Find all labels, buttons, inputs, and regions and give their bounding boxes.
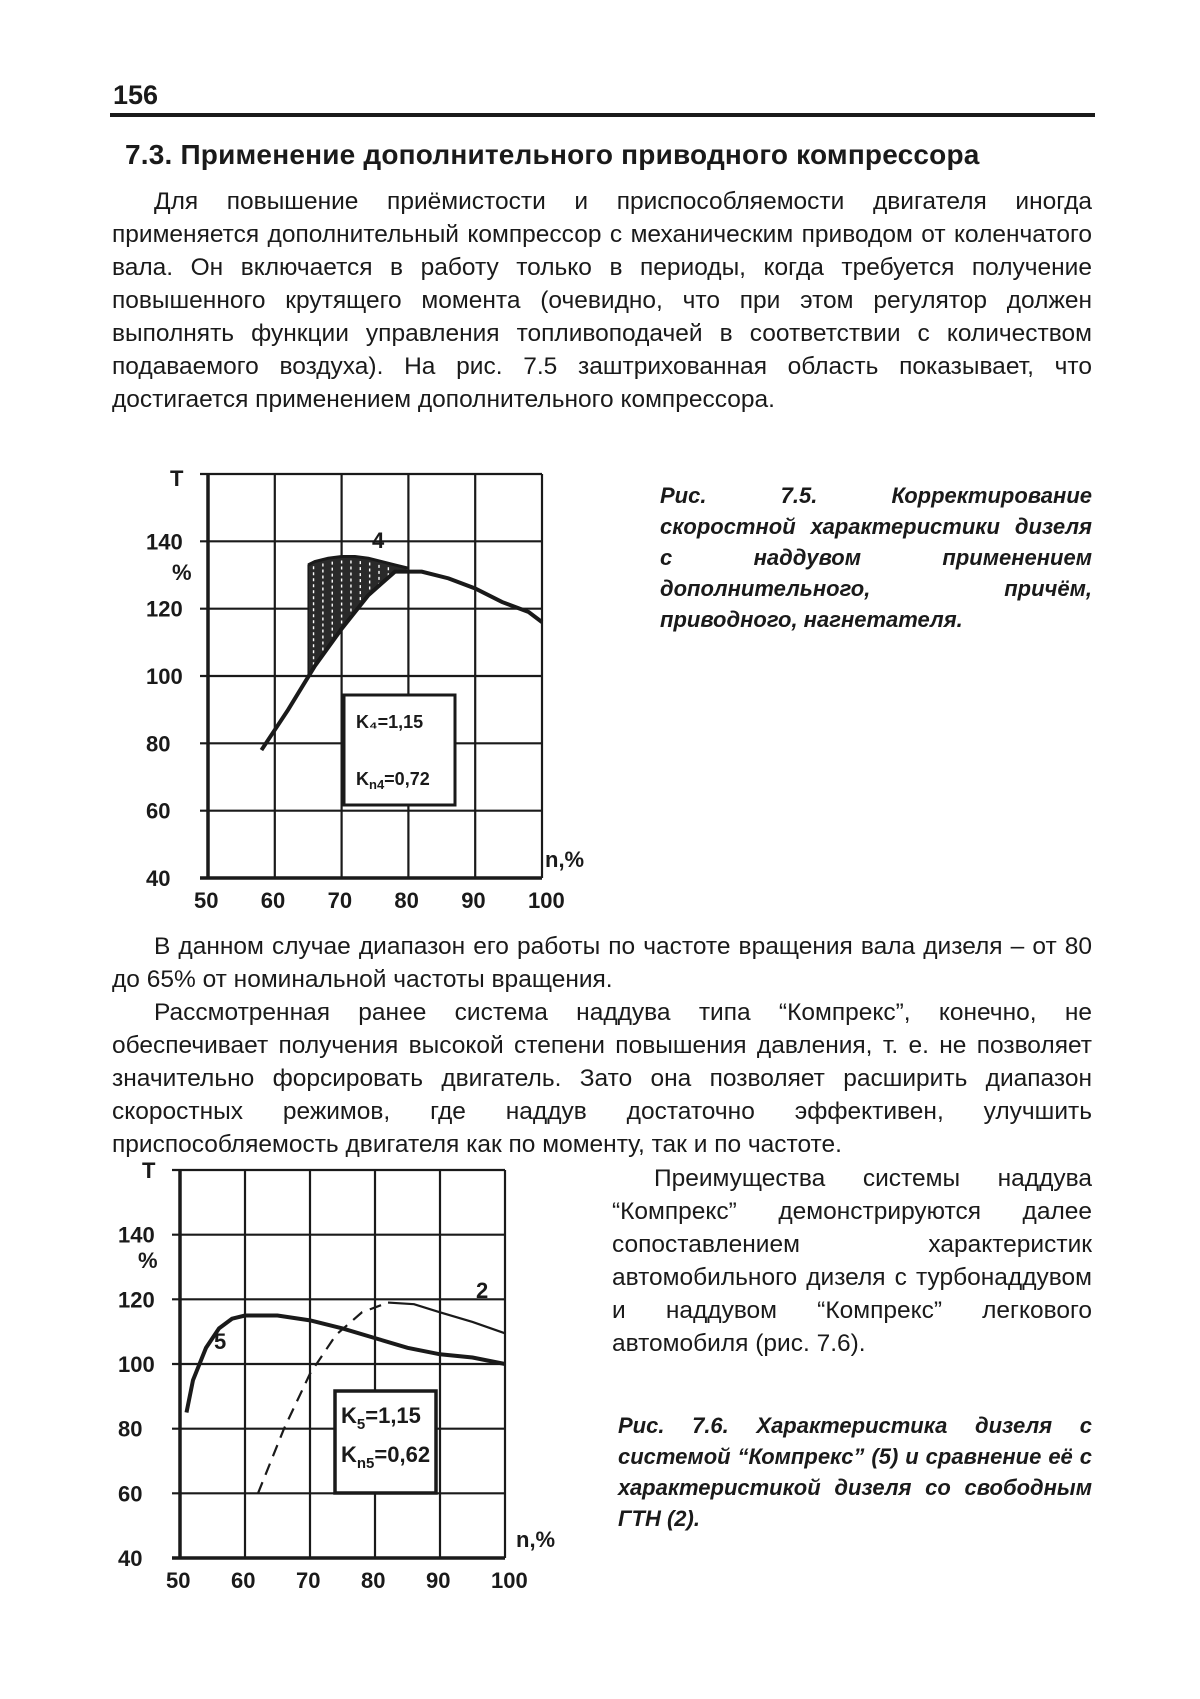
c1-xtick-100: 100 — [528, 888, 565, 913]
section-title: 7.3. Применение дополнительного приводного компрессора — [125, 139, 980, 170]
c1-xtick-90: 90 — [461, 888, 486, 913]
figure-7-5-y-label: T — [170, 466, 184, 491]
figure-7-5-curve-label-4: 4 — [372, 528, 385, 553]
c1-ytick-120: 120 — [146, 596, 183, 622]
paragraph-advantages: Преимущества системы наддува “Компрекс” демонстрируются далее сопоставлением характеристик автомобильного дизеля с турбонаддувом и наддувом “Компрекс” легкового автомобиля (рис. 7.6). — [612, 1165, 1092, 1357]
c1-xtick-60: 60 — [260, 888, 286, 913]
c2-ytick-60: 60 — [118, 1481, 143, 1507]
c1-xtick-80: 80 — [394, 888, 419, 913]
figure-7-6-legend-kn5: $K_{n5}=0,62$ — [341, 1442, 431, 1472]
c2-ytick-40: 40 — [118, 1546, 143, 1571]
page-number: 156 — [113, 80, 159, 110]
figure-7-5-caption: Рис. 7.5. Корректирование скоростной характеристики дизеля с наддувом применением дополнительного, причём, приводного, нагнетателя. — [660, 483, 1092, 632]
c2-xtick-100: 100 — [491, 1568, 528, 1593]
figure-7-5-legend-kn4: $K_{n4}=0,72$ — [356, 769, 430, 792]
c2-xtick-80: 80 — [361, 1568, 386, 1593]
c2-xtick-70: 70 — [296, 1568, 321, 1593]
c2-xtick-50: 50 — [166, 1568, 191, 1593]
paragraph-range: В данном случае диапазон его работы по частоте вращения вала дизеля – от 80 до 65% от номинальной частоты вращения. — [112, 933, 1092, 993]
figure-7-6-y-unit: % — [138, 1248, 158, 1273]
figure-7-6-x-label: n,% — [516, 1527, 556, 1552]
c1-ytick-100: 100 — [146, 664, 183, 689]
figure-7-6-legend-k5: $K_5=1,15$ — [341, 1403, 421, 1433]
c1-xtick-50: 50 — [194, 888, 219, 913]
paragraph-comprex: Рассмотренная ранее система наддува типа “Компрекс”, конечно, не обеспечивает получения высокой степени повышения давления, т. е. не позволяет значительно форсировать двигатель. Зато она позволяет расширить диапазон скоростных режимов, где наддув достаточно эффективен, улучшить приспособляемость двигателя как по моменту, так и по частоте. — [112, 999, 1092, 1158]
figure-7-5-x-label: n,% — [545, 847, 585, 872]
c2-ytick-80: 80 — [118, 1416, 143, 1442]
c1-xtick-70: 70 — [327, 888, 353, 913]
c1-ytick-140: 140 — [146, 529, 183, 555]
paragraph-intro: Для повышение приёмистости и приспособляемости двигателя иногда применяется дополнительный компрессор с механическим приводом от коленчатого вала. Он включается в работу только в периоды, когда требуется получение повышенного крутящего момента (очевидно, что при этом регулятор должен выполнять функции управления топливоподачей в соответствии с количеством подаваемого воздуха). На рис. 7.5 заштрихованная область показывает, что достигается применением дополнительного компрессора. — [112, 188, 1092, 413]
figure-7-6-curve-label-2: 2 — [476, 1278, 489, 1303]
figure-7-5-y-unit: % — [172, 560, 192, 585]
c1-ytick-40: 40 — [146, 866, 171, 891]
c1-ytick-60: 60 — [146, 798, 171, 824]
figure-7-6-curve-label-5: 5 — [214, 1329, 227, 1354]
c2-ytick-140: 140 — [118, 1222, 155, 1248]
figure-7-5-legend-k4: K₄=1,15 — [356, 712, 424, 732]
c1-ytick-80: 80 — [146, 731, 171, 757]
c2-series-1-solid — [388, 1303, 505, 1334]
figure-7-6-grid — [172, 1170, 505, 1558]
c2-xtick-60: 60 — [231, 1568, 256, 1593]
c2-ytick-120: 120 — [118, 1287, 155, 1313]
figure-7-6-y-label: T — [142, 1158, 156, 1183]
c2-xtick-90: 90 — [426, 1568, 451, 1593]
c2-ytick-100: 100 — [118, 1352, 155, 1377]
figure-7-6-caption: Рис. 7.6. Характеристика дизеля с системой “Компрекс” (5) и сравнение её с характеристикой дизеля со свободным ГТН (2). — [618, 1413, 1092, 1531]
